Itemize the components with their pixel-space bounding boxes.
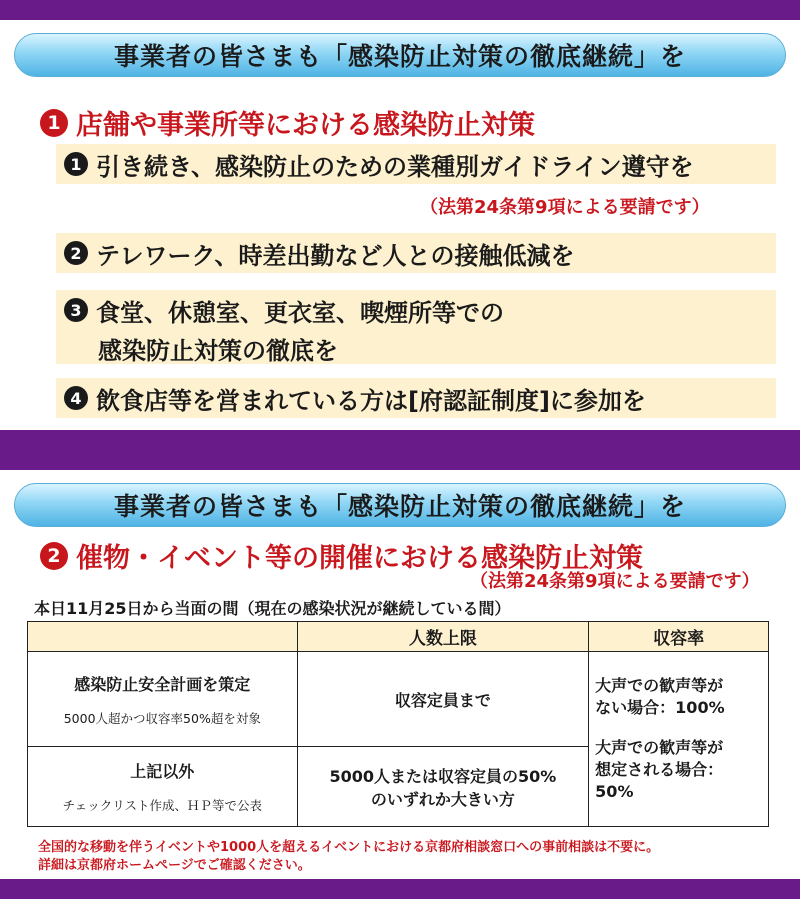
category-main: 上記以外 [130,762,195,781]
period-text: 本日11月25日から当面の間（現在の感染状況が継続している間） [34,599,511,618]
measure-item-text-line2: 感染防止対策の徹底を [98,336,338,365]
measure-item-text: 飲食店等を営まれている方は[府認証制度]に参加を [96,386,646,415]
measure-item-2 [56,233,776,273]
rate-line: 想定される場合： [595,760,724,779]
banner-title: 事業者の皆さまも「感染防止対策の徹底継続」を [113,42,686,71]
number-badge: 2 [40,542,68,570]
category-sub: チェックリスト作成、ＨＰ等で公表 [62,798,262,813]
measure-item-3 [56,290,776,364]
rate-line: 大声での歓声等が [595,738,724,757]
measure-item-4 [56,378,776,418]
rate-line: 50% [595,782,634,801]
footnote-line: 全国的な移動を伴うイベントや1000人を超えるイベントにおける京都府相談窓口への事前相談は不要に。 [38,840,660,855]
limit-line: のいずれか大きい方 [370,789,515,809]
category-sub: 5000人超かつ収容率50%超を対象 [63,710,261,726]
table-cell-limit: 収容定員まで [297,652,589,747]
bottom-divider-bar [0,879,800,899]
banner-title: 事業者の皆さまも「感染防止対策の徹底継続」を [113,492,686,521]
law-note: （法第24条第9項による要請です） [420,197,710,218]
table-cell-rate [589,652,769,827]
number-badge: 1 [40,109,68,137]
table-cell-category [28,747,298,827]
rate-line: ない場合：100% [595,698,725,717]
number-badge: 1 [64,152,88,176]
table-row [28,652,769,747]
rate-line: 大声での歓声等が [595,676,724,695]
number-badge: 2 [64,241,88,265]
number-badge: 4 [64,386,88,410]
section1-title-text: 店舗や事業所等における感染防止対策 [76,110,535,141]
section1-banner [14,33,786,77]
section1-title [40,103,535,142]
section2-title-text: 催物・イベント等の開催における感染防止対策 [76,543,643,574]
footnote-line: 詳細は京都府ホームページでご確認ください。 [38,858,311,873]
number-badge: 3 [64,298,88,322]
measure-item-1 [56,144,776,184]
section2-banner [14,483,786,527]
table-cell-category [28,652,298,747]
table-header-cell: 収容率 [589,622,769,652]
table-header-cell: 人数上限 [297,622,589,652]
top-divider-bar [0,0,800,20]
measure-item-text: 引き続き、感染防止のための業種別ガイドライン遵守を [96,152,694,181]
limit-line: 5000人または収容定員の50% [329,766,557,786]
measure-item-text: 食堂、休憩室、更衣室、喫煙所等での [96,298,504,327]
table-header-row [28,622,769,652]
middle-divider-bar [0,430,800,470]
category-main: 感染防止安全計画を策定 [74,674,251,694]
event-limits-table [27,621,769,827]
table-header-cell [28,622,298,652]
measure-item-text: テレワーク、時差出勤など人との接触低減を [96,241,575,270]
law-note: （法第24条第9項による要請です） [470,571,760,592]
table-cell-limit [297,747,589,827]
